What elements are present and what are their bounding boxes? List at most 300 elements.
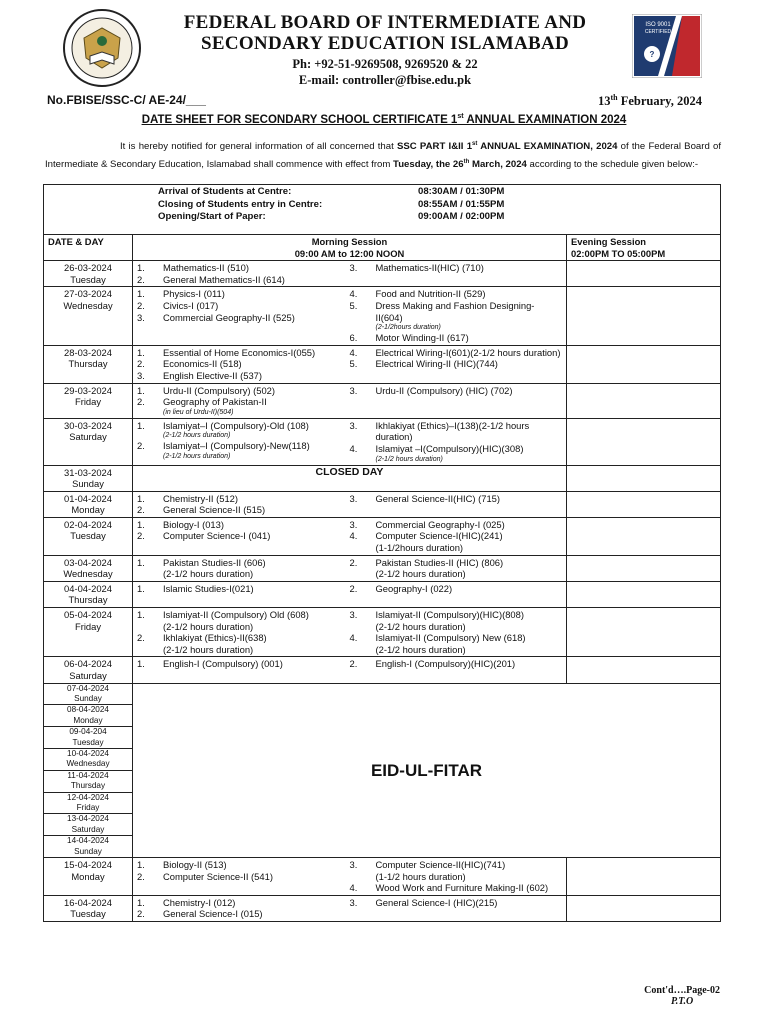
subject-number: 4. — [349, 530, 358, 542]
subject-name — [163, 658, 350, 670]
exam-day: Sunday — [74, 694, 102, 703]
subject-item — [137, 871, 350, 883]
morning-session-cell — [133, 287, 567, 345]
subject-number: 3. — [349, 896, 358, 908]
exam-day: Friday — [76, 803, 100, 813]
subject-name — [163, 908, 350, 920]
subject-column-right — [350, 385, 563, 417]
subject-column-right — [350, 420, 563, 464]
subject-title: Physics-I (011) — [163, 288, 225, 300]
subject-name — [163, 504, 350, 516]
header-morning-session: Morning Session 09:00 AM to 12:00 NOON — [133, 235, 567, 261]
subject-title: Civics-I (017) — [163, 299, 219, 311]
subject-item — [350, 530, 563, 553]
exam-date: 31-03-2024 — [64, 466, 112, 478]
subject-title: General Science-II(HIC) (715) — [375, 492, 501, 504]
subject-title: General Science-II (515) — [163, 504, 266, 516]
subject-item — [137, 288, 350, 300]
subject-name — [376, 609, 563, 632]
subject-columns — [137, 493, 562, 516]
subject-name — [163, 370, 350, 382]
subject-item — [137, 420, 350, 441]
exam-row — [44, 858, 721, 896]
subject-item — [350, 358, 563, 370]
subject-item — [350, 493, 563, 505]
subject-name — [163, 897, 350, 909]
evening-session-cell — [567, 465, 721, 491]
subject-title: General Mathematics-II (614) — [163, 273, 285, 285]
exam-day: Wednesday — [63, 568, 113, 580]
timing-arrival: Arrival of Students at Centre: 08:30AM / 01:30PM — [158, 186, 505, 197]
holiday-date — [44, 814, 132, 836]
subject-number: 1. — [137, 859, 145, 871]
subject-column-right — [350, 347, 563, 382]
subject-title: Computer Science-II(HIC)(741) — [375, 859, 506, 871]
subject-number: 3. — [349, 609, 358, 621]
subject-number: 3. — [349, 262, 358, 274]
subject-title: Mathematics-II (510) — [163, 262, 249, 274]
exam-row — [44, 555, 721, 581]
subject-columns — [137, 658, 562, 670]
subject-columns — [137, 859, 562, 894]
subject-name — [376, 658, 563, 670]
exam-row — [44, 895, 721, 921]
subject-item — [350, 443, 563, 464]
exam-day: Saturday — [69, 431, 107, 443]
subject-number: 3. — [349, 419, 358, 431]
header-evening-session: Evening Session 02:00PM TO 05:00PM — [567, 235, 721, 261]
subject-title: Ikhlakiyat (Ethics)-II(638) — [163, 632, 267, 644]
subject-item — [350, 632, 563, 655]
subject-number: 5. — [349, 299, 358, 311]
subject-number: 1. — [137, 262, 145, 274]
date-day-cell — [44, 555, 133, 581]
date-day-cell — [44, 608, 133, 657]
evening-session-cell — [567, 608, 721, 657]
subject-item — [137, 370, 350, 382]
exam-day: Saturday — [71, 824, 105, 834]
subject-item — [350, 519, 563, 531]
subject-name — [163, 300, 350, 312]
subject-name — [376, 332, 563, 344]
subject-title: Commercial Geography-I (025) — [375, 518, 505, 530]
subject-number: 3. — [349, 518, 358, 530]
subject-number: 1. — [137, 346, 145, 358]
subject-column-right — [350, 897, 563, 920]
date-day-cell — [44, 657, 133, 683]
subject-item — [137, 897, 350, 909]
exam-date: 29-03-2024 — [64, 384, 112, 396]
timing-opening: Opening/Start of Paper: 09:00AM / 02:00PM — [158, 211, 505, 222]
subject-item — [350, 583, 563, 595]
subject-column-right — [350, 519, 563, 554]
subject-name — [376, 859, 563, 882]
eid-holiday-row — [44, 683, 721, 858]
duration-text: (1-1/2hours duration) — [375, 542, 464, 554]
subject-title: Biology-I (013) — [163, 518, 224, 530]
subject-title: Motor Winding-II (617) — [375, 332, 469, 344]
duration-text: (2-1/2 hours duration) — [375, 568, 466, 580]
evening-session-cell — [567, 261, 721, 287]
exam-date: 10-04-2024 — [67, 749, 109, 759]
subject-name — [376, 358, 563, 370]
subject-name — [376, 288, 563, 300]
date-day-cell — [44, 491, 133, 517]
subject-columns — [137, 897, 562, 920]
subject-item — [350, 385, 563, 397]
subject-name — [163, 583, 350, 595]
evening-session-cell — [567, 555, 721, 581]
subject-title: Islamiyat-II (Compulsory) Old (608) — [163, 609, 309, 621]
exam-date: 06-04-2024 — [64, 658, 112, 670]
evening-session-cell — [567, 287, 721, 345]
subject-number: 4. — [349, 882, 358, 894]
subject-title: Electrical Wiring-II (HIC)(744) — [375, 358, 498, 370]
subject-item — [137, 609, 350, 632]
subject-title: Commercial Geography-II (525) — [163, 311, 295, 323]
subject-title: Geography of Pakistan-II — [163, 396, 267, 408]
subject-item — [350, 882, 563, 894]
morning-session-cell — [133, 383, 567, 418]
subject-title: Pakistan Studies-II (606) — [163, 556, 266, 568]
subject-title: English-I (Compulsory)(HIC)(201) — [375, 658, 516, 670]
subject-item — [137, 530, 350, 542]
subject-item — [350, 262, 563, 274]
duration-note: (in lieu of Urdu-II)(504) — [163, 408, 234, 416]
subject-name — [163, 288, 350, 300]
subject-number: 1. — [137, 492, 145, 504]
subject-item — [350, 288, 563, 300]
duration-note: (2-1/2 hours duration) — [375, 455, 443, 463]
subject-title: Urdu-II (Compulsory) (HIC) (702) — [375, 384, 513, 396]
subject-columns — [137, 288, 562, 343]
subject-title: Dress Making and Fashion Designing- II(604) — [375, 299, 535, 323]
subject-number: 1. — [137, 609, 145, 621]
pto-text: P.T.O — [670, 996, 694, 1007]
subject-name — [163, 396, 350, 417]
timings-row — [44, 185, 721, 235]
subject-item — [137, 262, 350, 274]
holiday-date — [44, 749, 132, 771]
exam-day: Thursday — [68, 594, 108, 606]
subject-item — [137, 632, 350, 655]
subject-number: 2. — [137, 530, 145, 542]
subject-item — [350, 897, 563, 909]
subject-number: 1. — [137, 384, 145, 396]
exam-date: 02-04-2024 — [64, 518, 112, 530]
subject-item — [137, 312, 350, 324]
subject-name — [376, 262, 563, 274]
subject-number: 2. — [137, 908, 145, 920]
board-name — [150, 12, 620, 54]
subject-title: Chemistry-II (512) — [163, 492, 239, 504]
subject-number: 2. — [137, 870, 145, 882]
evening-session-cell — [567, 657, 721, 683]
exam-day: Monday — [71, 870, 105, 882]
subject-number: 1. — [137, 896, 145, 908]
subject-number: 2. — [137, 504, 145, 516]
subject-number: 2. — [137, 273, 145, 285]
subject-name — [163, 493, 350, 505]
subject-item — [137, 300, 350, 312]
subject-title: General Science-I (HIC)(215) — [375, 896, 498, 908]
exam-day: Monday — [71, 504, 105, 516]
exam-day: Friday — [74, 620, 102, 632]
evening-session-cell — [567, 491, 721, 517]
exam-day: Tuesday — [70, 908, 106, 920]
subject-item — [137, 519, 350, 531]
subject-item — [350, 300, 563, 332]
duration-note: (2-1/2 hours duration) — [163, 432, 231, 440]
subject-name — [163, 440, 350, 461]
exam-row — [44, 657, 721, 683]
exam-date: 13-04-2024 — [67, 814, 109, 824]
subject-number: 3. — [349, 384, 358, 396]
subject-item — [350, 420, 563, 443]
intro-paragraph: It is hereby notified for general information of all concerned that SSC PART I&II 1st ANNUAL EXAMINATION, 2024 of the Federal Board of Intermediate & Secondary Education, Islamabad shall commence with effect from Tuesday, the 26th March, 2024 according to the schedule given below:- — [45, 141, 722, 170]
date-day-cell — [44, 383, 133, 418]
header-date-day: DATE & DAY — [44, 235, 133, 261]
subject-column-left — [137, 557, 350, 580]
subject-name — [376, 882, 563, 894]
subject-column-left — [137, 420, 350, 464]
subject-name — [376, 897, 563, 909]
continuation-note — [644, 985, 720, 1007]
subject-column-left — [137, 385, 350, 417]
subject-columns — [137, 420, 562, 464]
evening-session-cell — [567, 895, 721, 921]
subject-column-left — [137, 859, 350, 894]
subject-column-left — [137, 519, 350, 554]
subject-item — [137, 274, 350, 286]
email-address: E-mail: controller@fbise.edu.pk — [298, 73, 472, 87]
exam-row — [44, 383, 721, 418]
subject-item — [137, 396, 350, 417]
subject-column-right — [350, 493, 563, 516]
exam-date: 08-04-2024 — [67, 705, 109, 715]
subject-title: Islamiyat–I (Compulsory)-New(118) — [163, 440, 310, 452]
duration-text: (2-1/2 hours duration) — [163, 643, 254, 655]
subject-title: Islamiyat –I(Compulsory)(HIC)(308) — [375, 442, 524, 454]
exam-date: 28-03-2024 — [64, 346, 112, 358]
subject-title: Electrical Wiring-I(601)(2-1/2 hours duration) — [375, 346, 561, 358]
exam-date: 15-04-2024 — [64, 859, 112, 871]
subject-item — [137, 385, 350, 397]
subject-column-right — [350, 859, 563, 894]
subject-title: Mathematics-II(HIC) (710) — [375, 262, 484, 274]
subject-number: 2. — [137, 440, 145, 452]
exam-date: 03-04-2024 — [64, 556, 112, 568]
subject-title: Pakistan Studies-II (HIC) (806) — [375, 556, 504, 568]
subject-column-left — [137, 288, 350, 343]
date-day-cell — [44, 895, 133, 921]
subject-name — [163, 519, 350, 531]
subject-column-left — [137, 347, 350, 382]
subject-title: Computer Science-I (041) — [163, 530, 271, 542]
issue-date: 13th February, 2024 — [598, 93, 702, 109]
subject-column-left — [137, 897, 350, 920]
subject-title: Computer Science-I(HIC)(241) — [375, 530, 503, 542]
date-day-cell — [44, 345, 133, 383]
exam-date: 12-04-2024 — [67, 792, 109, 802]
subject-item — [350, 859, 563, 882]
exam-day: Tuesday — [70, 530, 106, 542]
subject-column-right — [350, 583, 563, 595]
table-header-row — [44, 235, 721, 261]
subject-columns — [137, 385, 562, 417]
subject-name — [163, 347, 350, 359]
exam-row — [44, 261, 721, 287]
board-name-line1: FEDERAL BOARD OF INTERMEDIATE AND — [183, 12, 587, 33]
exam-day: Friday — [74, 396, 102, 408]
subject-item — [350, 332, 563, 344]
subject-name — [163, 609, 350, 632]
subject-column-left — [137, 262, 350, 285]
subject-name — [376, 347, 563, 359]
reference-number: No.FBISE/SSC-C/ AE-24/___ — [47, 93, 206, 107]
subject-number: 2. — [349, 556, 358, 568]
subject-number: 2. — [349, 658, 358, 670]
exam-row — [44, 517, 721, 555]
subject-item — [350, 347, 563, 359]
subject-number: 4. — [349, 442, 358, 454]
subject-name — [376, 519, 563, 531]
phone-numbers: Ph: +92-51-9269508, 9269520 & 22 — [292, 57, 478, 71]
duration-text: (2-1/2 hours duration) — [375, 643, 466, 655]
holiday-date — [44, 793, 132, 815]
subject-name — [376, 493, 563, 505]
subject-number: 4. — [349, 632, 358, 644]
subject-item — [137, 583, 350, 595]
subject-number: 3. — [137, 369, 145, 381]
subject-item — [137, 908, 350, 920]
closed-day-label: CLOSED DAY — [133, 465, 567, 491]
subject-title: Islamiyat–I (Compulsory)-Old (108) — [163, 419, 309, 431]
svg-text:ISO 9001: ISO 9001 — [645, 22, 671, 28]
subject-columns — [137, 347, 562, 382]
subject-column-left — [137, 493, 350, 516]
timing-closing: Closing of Students entry in Centre: 08:55AM / 01:55PM — [158, 198, 505, 210]
subject-name — [376, 420, 563, 443]
subject-name — [163, 262, 350, 274]
subject-title: Islamic Studies-I(021) — [163, 582, 254, 594]
date-day-cell — [44, 581, 133, 607]
subject-name — [163, 871, 350, 883]
morning-session-cell — [133, 418, 567, 465]
subject-name — [163, 385, 350, 397]
subject-number: 1. — [137, 582, 145, 594]
subject-number: 3. — [349, 492, 358, 504]
evening-session-cell — [567, 418, 721, 465]
subject-number: 2. — [137, 358, 145, 370]
morning-session-cell — [133, 581, 567, 607]
subject-number: 4. — [349, 346, 358, 358]
date-day-cell — [44, 517, 133, 555]
exam-date: 04-04-2024 — [64, 582, 112, 594]
subject-name — [376, 557, 563, 580]
date-day-cell — [44, 858, 133, 896]
subject-number: 6. — [349, 332, 358, 344]
subject-column-left — [137, 658, 350, 670]
subject-number: 2. — [137, 299, 145, 311]
exam-day: Tuesday — [70, 273, 106, 285]
exam-day: Monday — [73, 715, 103, 725]
date-sheet-title: DATE SHEET FOR SECONDARY SCHOOL CERTIFICATE 1st ANNUAL EXAMINATION 2024 — [141, 113, 627, 126]
morning-session-cell — [133, 517, 567, 555]
subject-item — [137, 493, 350, 505]
exam-date: 05-04-2024 — [64, 609, 112, 621]
subject-column-right — [350, 262, 563, 285]
holiday-date — [44, 727, 132, 749]
eid-ul-fitar-label: EID-UL-FITAR — [133, 683, 721, 858]
subject-name — [376, 443, 563, 464]
subject-item — [137, 347, 350, 359]
morning-session-cell — [133, 345, 567, 383]
subject-name — [376, 300, 563, 332]
letterhead — [0, 0, 768, 95]
eid-dates-cell — [44, 683, 133, 858]
exam-date: 11-04-2024 — [67, 770, 109, 780]
exam-day: Sunday — [74, 846, 102, 856]
subject-item — [137, 859, 350, 871]
exam-date: 27-03-2024 — [64, 288, 112, 300]
subject-number: 3. — [349, 859, 358, 871]
subject-name — [163, 358, 350, 370]
subject-title: Islamiyat-II (Compulsory)(HIC)(808) — [375, 609, 524, 621]
date-day-cell — [44, 287, 133, 345]
subject-columns — [137, 262, 562, 285]
subject-number: 1. — [137, 518, 145, 530]
subject-name — [163, 530, 350, 542]
evening-session-cell — [567, 581, 721, 607]
iso-certified-badge — [632, 14, 702, 78]
subject-item — [137, 557, 350, 580]
subject-title: Geography-I (022) — [375, 582, 453, 594]
subject-item — [350, 658, 563, 670]
subject-title: Urdu-II (Compulsory) (502) — [163, 384, 276, 396]
subject-name — [376, 385, 563, 397]
closed-day-row — [44, 465, 721, 491]
subject-column-right — [350, 557, 563, 580]
morning-session-cell — [133, 657, 567, 683]
duration-text: (2-1/2 hours duration) — [163, 568, 254, 580]
exam-day: Tuesday — [72, 737, 104, 747]
exam-date: 30-03-2024 — [64, 419, 112, 431]
evening-session-cell — [567, 858, 721, 896]
subject-item — [137, 658, 350, 670]
fbise-seal-logo — [62, 8, 142, 88]
exam-date: 07-04-2024 — [67, 683, 109, 693]
subject-name — [163, 274, 350, 286]
subject-columns — [137, 609, 562, 655]
subject-name — [163, 420, 350, 441]
exam-date: 09-04-204 — [69, 727, 107, 737]
evening-session-cell — [567, 517, 721, 555]
exam-date: 16-04-2024 — [64, 896, 112, 908]
subject-number: 1. — [137, 658, 145, 670]
holiday-date — [44, 684, 132, 706]
subject-name — [376, 530, 563, 553]
date-day-cell — [44, 261, 133, 287]
evening-session-cell — [567, 345, 721, 383]
exam-row — [44, 491, 721, 517]
morning-session-cell — [133, 555, 567, 581]
duration-note: (2-1/2hours duration) — [375, 324, 441, 332]
exam-day: Sunday — [72, 478, 104, 490]
subject-title: Food and Nutrition-II (529) — [375, 288, 486, 300]
morning-session-cell — [133, 261, 567, 287]
subject-title: Wood Work and Furniture Making-II (602) — [375, 882, 549, 894]
